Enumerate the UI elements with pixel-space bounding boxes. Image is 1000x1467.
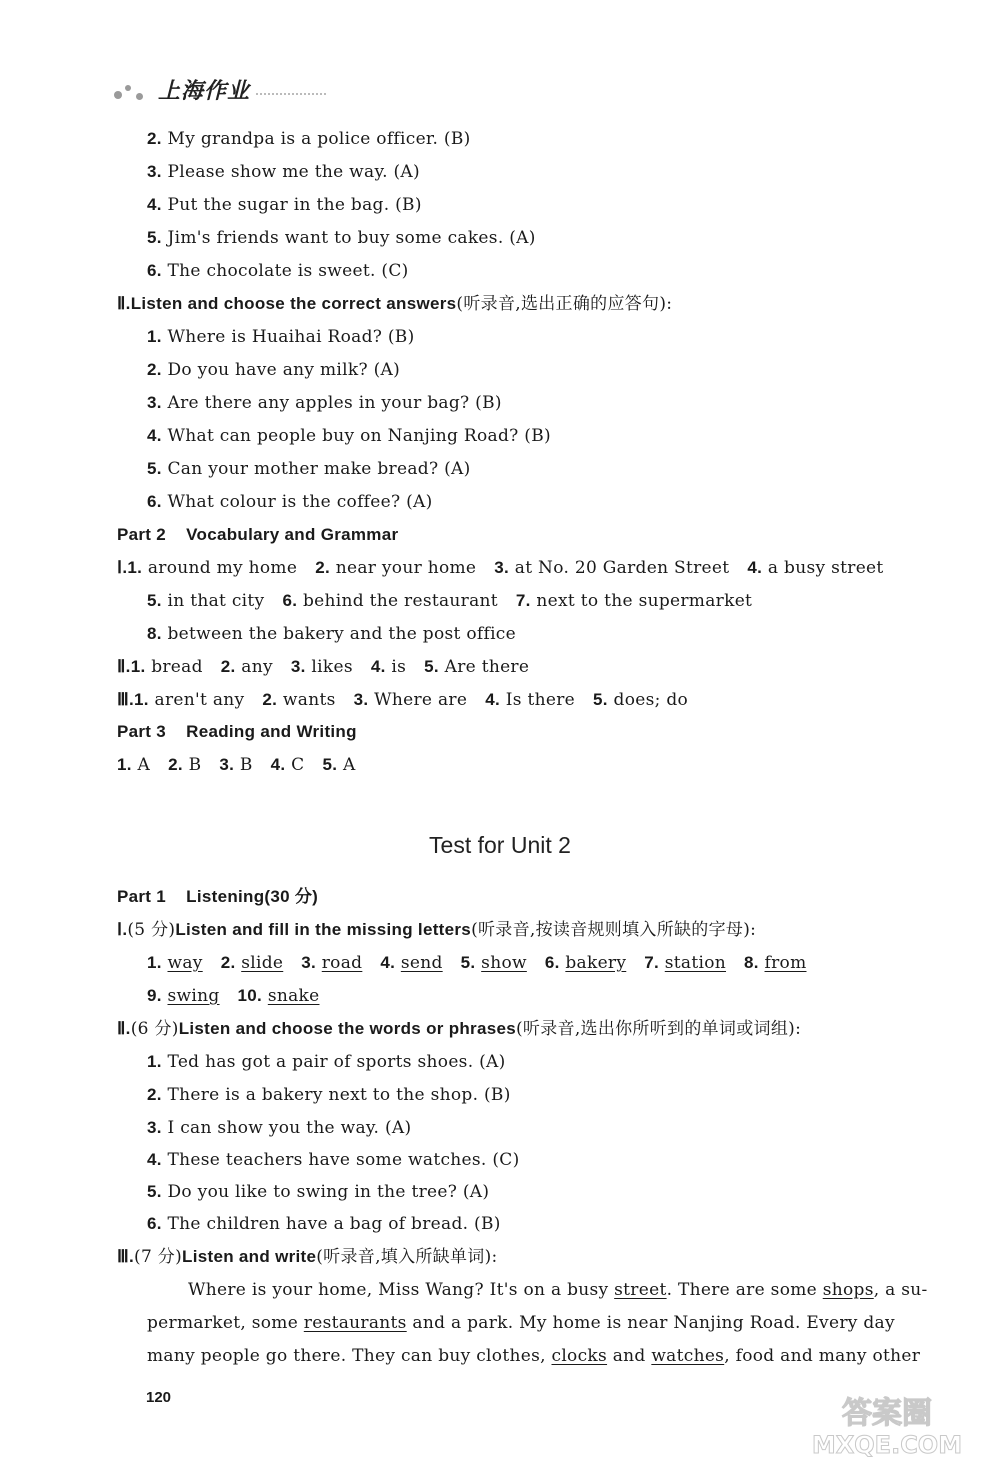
answer-line: 5. Can your mother make bread? (A) (147, 459, 471, 479)
answer-line: 1. Ted has got a pair of sports shoes. (A) (147, 1052, 506, 1072)
answer-line: 6. The children have a bag of bread. (B) (147, 1214, 501, 1234)
answer-line: 3. I can show you the way. (A) (147, 1118, 412, 1138)
passage-line: Where is your home, Miss Wang? It's on a busy street. There are some shops, a su- (188, 1280, 928, 1300)
answer-line: 3. Are there any apples in your bag? (B) (147, 393, 502, 413)
part-heading: Part 2 Vocabulary and Grammar (117, 525, 399, 544)
answer-line: 1. A 2. B 3. B 4. C 5. A (117, 755, 356, 775)
answer-line: 4. What can people buy on Nanjing Road? (B) (147, 426, 551, 446)
answer-line: 6. The chocolate is sweet. (C) (147, 261, 409, 281)
watermark-top-text: 答案圈 (842, 1396, 932, 1431)
book-title: 上海作业 (158, 79, 251, 104)
site-watermark (792, 1389, 982, 1461)
watermark-bottom-text: MXQE.COM (811, 1431, 963, 1459)
answer-line: 4. These teachers have some watches. (C) (147, 1150, 520, 1170)
book-header-logo (112, 74, 326, 105)
answer-line: Ⅱ.1. bread 2. any 3. likes 4. is 5. Are there (117, 657, 530, 677)
unit-title: Test for Unit 2 (429, 832, 571, 858)
answer-line: 2. Do you have any milk? (A) (147, 360, 401, 380)
page-number: 120 (146, 1389, 172, 1406)
answer-line: 3. Please show me the way. (A) (147, 162, 420, 182)
section-heading: Ⅰ.(5 分)Listen and fill in the missing letters(听录音,按读音规则填入所缺的字母): (117, 920, 757, 940)
answer-line: 5. Jim's friends want to buy some cakes. (A) (147, 228, 536, 248)
answer-line: 5. in that city 6. behind the restaurant 7. next to the supermarket (147, 591, 753, 611)
answer-line: 1. Where is Huaihai Road? (B) (147, 327, 415, 347)
part-heading: Part 3 Reading and Writing (117, 722, 357, 741)
answer-line: 5. Do you like to swing in the tree? (A) (147, 1182, 490, 1202)
decoration-icon (112, 77, 152, 103)
answer-line: Ⅰ.1. around my home 2. near your home 3. at No. 20 Garden Street 4. a busy street (117, 558, 884, 578)
answer-line: 8. between the bakery and the post office (147, 624, 516, 644)
answer-line: 1. way 2. slide 3. road 4. send 5. show 6. bakery 7. station 8. from (147, 953, 807, 973)
answer-line: 9. swing 10. snake (147, 986, 320, 1006)
answer-line: 4. Put the sugar in the bag. (B) (147, 195, 422, 215)
section-heading: Ⅱ.(6 分)Listen and choose the words or phrases(听录音,选出你所听到的单词或词组): (117, 1019, 802, 1039)
answer-line: 2. My grandpa is a police officer. (B) (147, 129, 471, 149)
header-divider (256, 93, 326, 95)
answer-line: 2. There is a bakery next to the shop. (B) (147, 1085, 511, 1105)
section-heading: Ⅱ.Listen and choose the correct answers(听录音,选出正确的应答句): (117, 294, 673, 314)
answer-line: 6. What colour is the coffee? (A) (147, 492, 433, 512)
part-heading: Part 1 Listening(30 分) (117, 887, 319, 906)
passage-line: permarket, some restaurants and a park. My home is near Nanjing Road. Every day (147, 1313, 895, 1333)
passage-line: many people go there. They can buy clothes, clocks and watches, food and many other (147, 1346, 921, 1366)
answer-line: Ⅲ.1. aren't any 2. wants 3. Where are 4. Is there 5. does; do (117, 690, 689, 710)
section-heading: Ⅲ.(7 分)Listen and write(听录音,填入所缺单词): (117, 1247, 498, 1267)
